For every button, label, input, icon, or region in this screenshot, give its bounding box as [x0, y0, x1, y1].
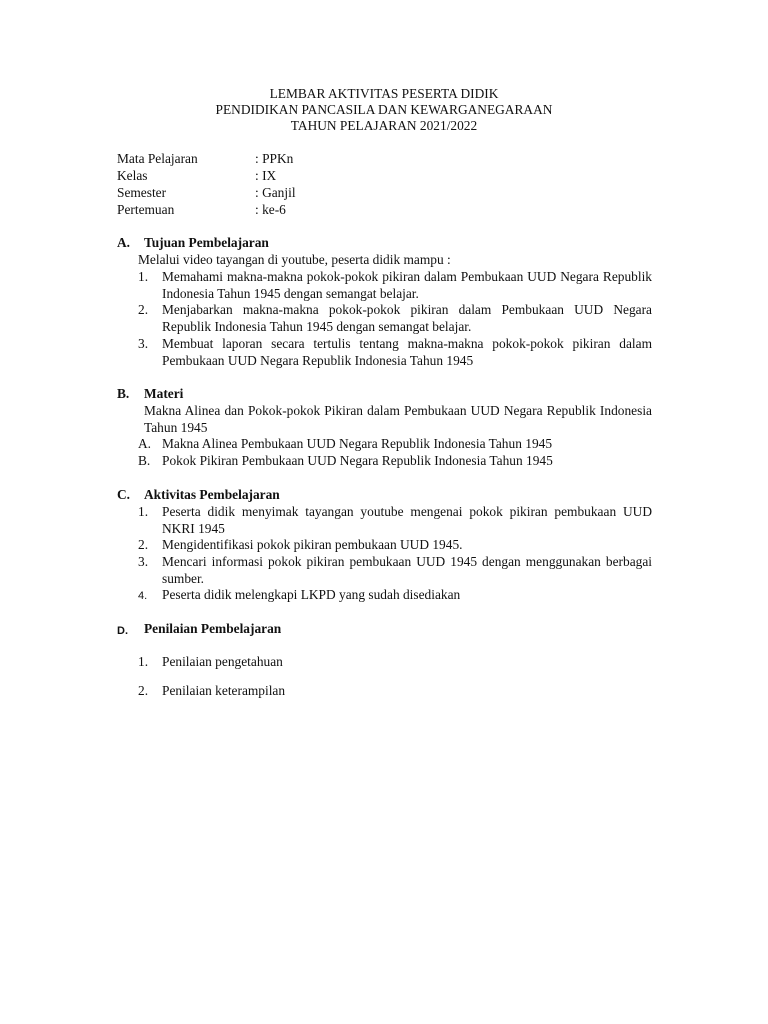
section-title: Tujuan Pembelajaran: [144, 235, 269, 250]
info-label: Semester: [117, 185, 167, 200]
list-text: Mencari informasi pokok pikiran pembukaan UUD 1945 dengan menggunakan berbagai sumber.: [162, 554, 652, 586]
section-title: Materi: [144, 386, 184, 401]
section-letter: C.: [117, 487, 131, 502]
list-text: Makna Alinea Pembukaan UUD Negara Republik Indonesia Tahun 1945: [162, 436, 553, 451]
doc-title-line-3: TAHUN PELAJARAN 2021/2022: [290, 118, 478, 133]
list-number: 1.: [138, 654, 149, 669]
list-text: Membuat laporan secara tertulis tentang makna-makna pokok-pokok pikiran dalam Pembukaan UUD Negara Republik Indonesia Tahun 1945: [162, 336, 652, 368]
section-title: Penilaian Pembelajaran: [144, 621, 282, 636]
list-letter: B.: [138, 453, 151, 468]
doc-title-line-2: PENDIDIKAN PANCASILA DAN KEWARGANEGARAAN: [215, 102, 553, 117]
list-number: 4.: [138, 590, 148, 602]
list-text: Penilaian keterampilan: [162, 683, 286, 698]
info-value: : Ganjil: [255, 185, 296, 200]
list-number: 1.: [138, 504, 149, 519]
list-number: 2.: [138, 537, 149, 552]
list-text: Peserta didik menyimak tayangan youtube mengenai pokok pikiran pembukaan UUD NKRI 1945: [162, 504, 652, 536]
list-number: 3.: [138, 336, 149, 351]
section-letter: A.: [117, 235, 131, 250]
section-letter: D.: [117, 625, 128, 637]
section-letter: B.: [117, 386, 130, 401]
section-title: Aktivitas Pembelajaran: [144, 487, 280, 502]
list-letter: A.: [138, 436, 152, 451]
list-text: Mengidentifikasi pokok pikiran pembukaan UUD 1945.: [162, 537, 463, 552]
info-row-semester: [117, 185, 517, 202]
info-label: Mata Pelajaran: [117, 151, 198, 166]
info-row-class: [117, 168, 517, 185]
info-row-subject: [117, 151, 517, 168]
list-text: Memahami makna-makna pokok-pokok pikiran dalam Pembukaan UUD Negara Republik Indonesia Tahun 1945 dengan semangat belajar.: [162, 269, 652, 301]
info-label: Pertemuan: [117, 202, 175, 217]
info-value: : IX: [255, 168, 277, 183]
section-b-paragraph: Makna Alinea dan Pokok-pokok Pikiran dalam Pembukaan UUD Negara Republik Indonesia Tahun 1945: [144, 403, 652, 435]
list-text: Pokok Pikiran Pembukaan UUD Negara Republik Indonesia Tahun 1945: [162, 453, 553, 468]
info-label: Kelas: [117, 168, 148, 183]
list-number: 2.: [138, 683, 149, 698]
list-number: 2.: [138, 302, 149, 317]
info-row-meeting: [117, 202, 517, 219]
section-a-intro: Melalui video tayangan di youtube, peserta didik mampu :: [138, 252, 451, 267]
list-number: 1.: [138, 269, 149, 284]
list-number: 3.: [138, 554, 149, 569]
list-text: Peserta didik melengkapi LKPD yang sudah disediakan: [162, 587, 461, 602]
list-text: Menjabarkan makna-makna pokok-pokok pikiran dalam Pembukaan UUD Negara Republik Indonesia Tahun 1945 dengan semangat belajar.: [162, 302, 652, 334]
info-value: : PPKn: [255, 151, 294, 166]
doc-title-line-1: LEMBAR AKTIVITAS PESERTA DIDIK: [269, 86, 499, 101]
info-value: : ke-6: [255, 202, 286, 217]
list-text: Penilaian pengetahuan: [162, 654, 283, 669]
